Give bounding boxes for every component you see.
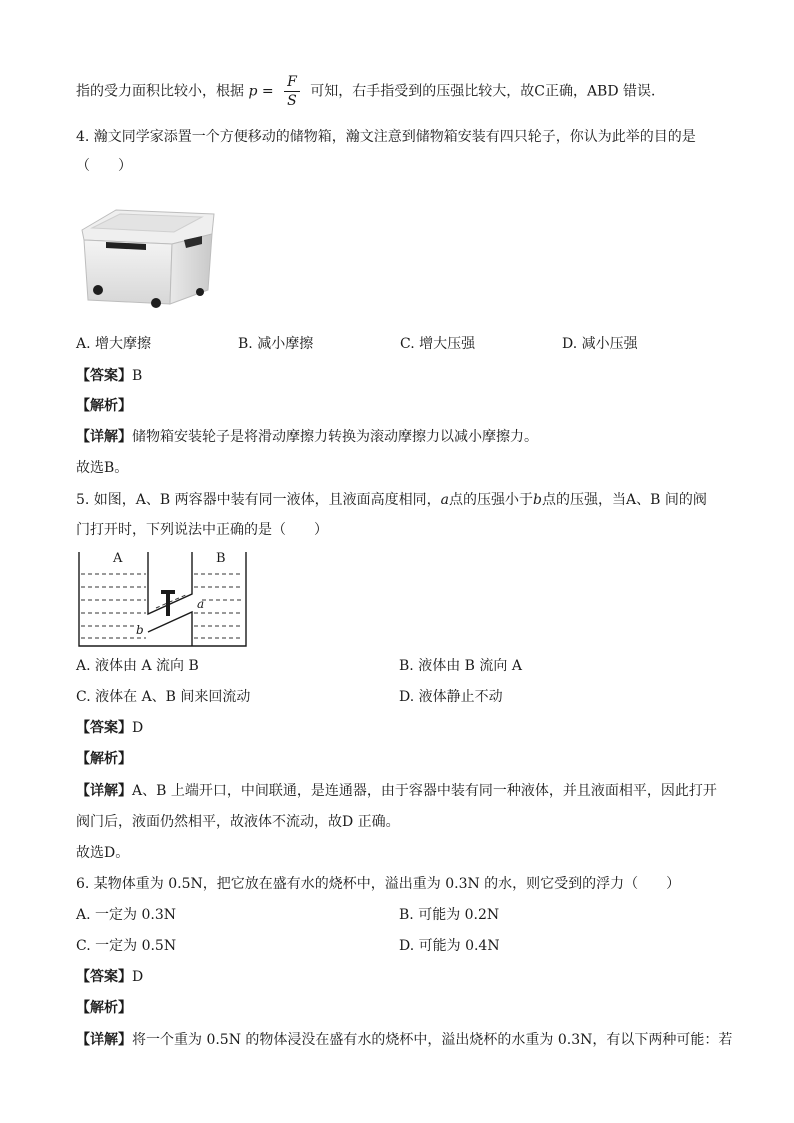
formula-numerator: F [284, 73, 300, 92]
q6-stem: 6. 某物体重为 0.5N，把它放在盛有水的烧杯中，溢出重为 0.3N 的水，则它受到的浮力（ ） [76, 876, 681, 892]
q6-answer [76, 967, 143, 987]
q4-answer-tag: 【答案】 [76, 368, 132, 384]
q5-stem-part: 点的压强，当A、B 间的阀 [541, 492, 707, 508]
q6-answer-tag: 【答案】 [76, 969, 132, 985]
q5-answer-tag: 【答案】 [76, 720, 132, 736]
q5-detail-text-1: A、B 上端开口，中间联通，是连通器，由于容器中装有同一种液体，并且液面相平，因此打开 [132, 783, 717, 799]
q6-option-d: D. 可能为 0.4N [399, 938, 500, 954]
q6-analysis-tag: 【解析】 [76, 1000, 132, 1016]
q6-detail-text: 将一个重为 0.5N 的物体浸没在盛有水的烧杯中，溢出烧杯的水重为 0.3N，有以下两种可能：若 [132, 1032, 733, 1048]
q5-answer [76, 718, 143, 738]
liquid-lines [81, 574, 243, 638]
q4-option-d: D. 减小压强 [562, 336, 638, 352]
vessel-label-a: A [113, 551, 123, 566]
q5-detail-line1 [76, 781, 717, 801]
formula-fraction [284, 73, 300, 110]
q6-answer-value: D [132, 969, 144, 985]
formula-denominator: S [287, 93, 297, 109]
q4-option-a: A. 增大摩擦 [76, 336, 152, 352]
q6-option-a: A. 一定为 0.3N [76, 907, 176, 923]
intro-line [76, 73, 665, 110]
q4-paren: （ ） [76, 158, 132, 174]
vessel-walls [79, 552, 246, 646]
q4-detail [76, 427, 538, 447]
q5-stem-line2: 门打开时，下列说法中正确的是（ ） [76, 522, 328, 538]
q5-conclusion: 故选D。 [76, 845, 130, 861]
q5-analysis-tag: 【解析】 [76, 751, 132, 767]
q5-stem-part: 点的压强小于 [449, 492, 534, 508]
q4-answer-value: B [132, 368, 143, 384]
q5-answer-value: D [132, 720, 144, 736]
vessel-label-b: B [216, 551, 226, 566]
q6-option-c: C. 一定为 0.5N [76, 938, 177, 954]
intro-pre: 指的受力面积比较小，根据 [76, 83, 244, 100]
q5-stem-part: 5. 如图，A、B 两容器中装有同一液体，且液面高度相同， [76, 492, 441, 508]
q5-detail-line2: 阀门后，液面仍然相平，故液体不流动，故D 正确。 [76, 814, 400, 830]
intro-post: 可知，右手指受到的压强比较大，故C正确，ABD 错误． [310, 83, 666, 100]
connected-vessels-diagram [76, 546, 248, 650]
q4-detail-text: 储物箱安装轮子是将滑动摩擦力转换为滚动摩擦力以减小摩擦力。 [132, 429, 538, 445]
q5-stem-point-b: b [533, 492, 542, 508]
q6-detail [76, 1030, 732, 1050]
q5-stem-point-a: a [440, 492, 450, 508]
q4-conclusion: 故选B。 [76, 460, 129, 476]
q5-option-a: A. 液体由 A 流向 B [76, 658, 199, 674]
q4-detail-tag: 【详解】 [76, 429, 132, 445]
q6-option-b: B. 可能为 0.2N [399, 907, 500, 923]
q6-detail-tag: 【详解】 [76, 1032, 132, 1048]
q4-answer [76, 366, 142, 386]
formula-lhs: p = [248, 83, 274, 100]
q5-stem-line1 [76, 490, 707, 510]
point-b-label: b [136, 623, 144, 637]
q5-option-c: C. 液体在 A、B 间来回流动 [76, 689, 251, 705]
q4-stem: 4. 瀚文同学家添置一个方便移动的储物箱，瀚文注意到储物箱安装有四只轮子，你认为此举的目的是 [76, 129, 696, 145]
q5-detail-tag: 【详解】 [76, 783, 132, 799]
storage-box-image [76, 204, 218, 312]
q5-option-d: D. 液体静止不动 [399, 689, 503, 705]
q4-option-b: B. 减小摩擦 [238, 336, 314, 352]
point-a-label: a [197, 597, 205, 611]
q5-option-b: B. 液体由 B 流向 A [399, 658, 522, 674]
q4-option-c: C. 增大压强 [400, 336, 476, 352]
q4-analysis-tag: 【解析】 [76, 398, 132, 414]
